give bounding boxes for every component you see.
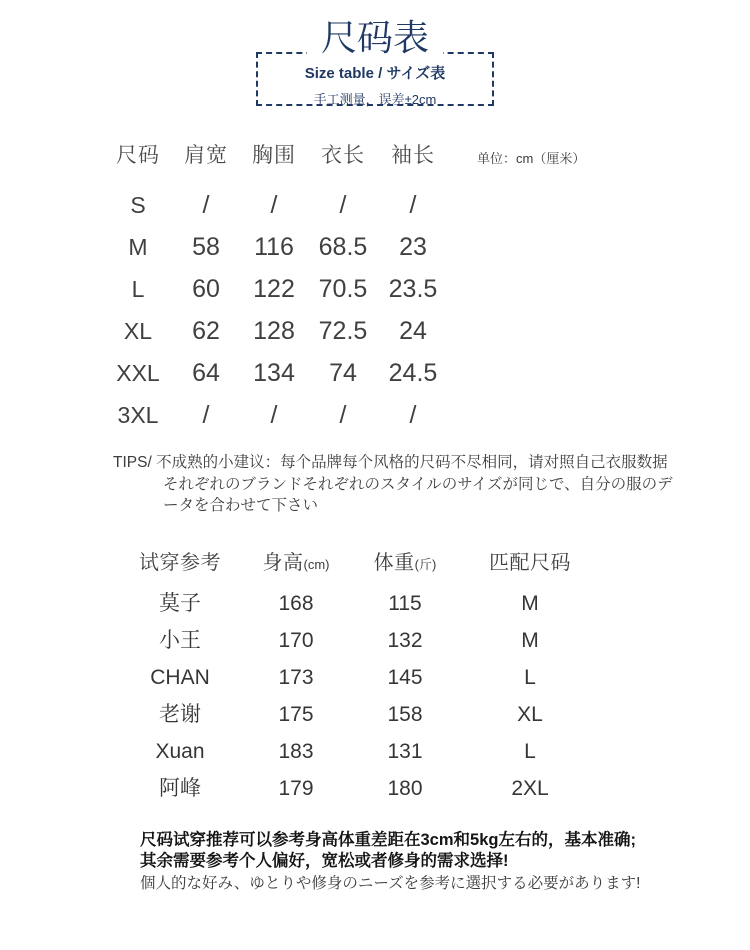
fit-reference-table bbox=[115, 550, 597, 807]
tips-prefix: TIPS/ bbox=[113, 454, 152, 471]
fit-col-match-size: 匹配尺码 bbox=[489, 552, 571, 574]
size-row-xxl-shoulder: 64 bbox=[192, 359, 220, 387]
fit-row-1-name: 莫子 bbox=[159, 592, 201, 615]
fit-row-1-size: M bbox=[521, 592, 539, 615]
size-row-l-shoulder: 60 bbox=[192, 275, 220, 303]
fit-row-6-name: 阿峰 bbox=[159, 777, 201, 800]
size-row-m-length: 68.5 bbox=[318, 233, 368, 261]
fit-table-header-row bbox=[115, 550, 597, 576]
size-row-m-label: M bbox=[128, 234, 148, 260]
size-row-3xl-chest: / bbox=[270, 401, 278, 429]
weight-unit: (斤) bbox=[414, 557, 437, 572]
size-table bbox=[104, 142, 586, 436]
fit-row-4-size: XL bbox=[517, 703, 543, 726]
size-table-col-shoulder: 肩宽 bbox=[184, 144, 228, 167]
header-dashed-box bbox=[256, 52, 494, 106]
tips-note bbox=[113, 452, 683, 517]
fit-row-5-height: 183 bbox=[278, 740, 314, 763]
size-row-xl-shoulder: 62 bbox=[192, 317, 220, 345]
fit-row-2-weight: 132 bbox=[387, 629, 423, 652]
tips-text-cn: 不成熟的小建议：每个品牌每个风格的尺码不尽相同，请对照自己衣服数据 bbox=[156, 454, 668, 471]
footer-line-2: 其余需要参考个人偏好，宽松或者修身的需求选择! bbox=[140, 852, 509, 870]
size-table-col-sleeve: 袖长 bbox=[391, 144, 435, 167]
size-row-l-label: L bbox=[131, 276, 145, 302]
fit-row-2-name: 小王 bbox=[159, 629, 201, 652]
footer-note bbox=[140, 830, 640, 894]
size-row-s-chest: / bbox=[270, 191, 278, 219]
header-measure-note: 手工测量，误差±2cm bbox=[313, 92, 437, 107]
fit-row-5-weight: 131 bbox=[387, 740, 423, 763]
fit-row-6-size: 2XL bbox=[511, 777, 549, 800]
size-table-col-chest: 胸围 bbox=[252, 144, 296, 167]
fit-row-3-weight: 145 bbox=[387, 666, 423, 689]
footer-line-3: 個人的な好み、ゆとりや修身のニーズを参考に選択する必要があります! bbox=[140, 875, 641, 892]
size-row-l-sleeve: 23.5 bbox=[388, 275, 438, 303]
fit-col-weight: 体重(斤) bbox=[373, 552, 437, 574]
size-row-xxl-length: 74 bbox=[329, 359, 357, 387]
size-row-3xl-length: / bbox=[339, 401, 347, 429]
fit-row-4-weight: 158 bbox=[387, 703, 423, 726]
size-row-s-length: / bbox=[339, 191, 347, 219]
fit-row-1-height: 168 bbox=[278, 592, 314, 615]
page-title: 尺码表 bbox=[307, 19, 443, 57]
size-row-xxl-chest: 134 bbox=[253, 359, 295, 387]
header bbox=[256, 17, 494, 107]
size-row-xxl-label: XXL bbox=[116, 360, 160, 386]
size-row-xl-length: 72.5 bbox=[318, 317, 368, 345]
size-table-header-row bbox=[104, 142, 448, 170]
size-row-xl-label: XL bbox=[123, 318, 153, 344]
size-row-m-chest: 116 bbox=[254, 233, 294, 261]
size-table-col-size: 尺码 bbox=[116, 144, 160, 167]
size-row-3xl-label: 3XL bbox=[117, 402, 159, 428]
fit-row-4-height: 175 bbox=[278, 703, 314, 726]
fit-row-6-height: 179 bbox=[278, 777, 314, 800]
tips-line-3: ータを合わせて下さい bbox=[163, 497, 319, 514]
size-row-3xl-sleeve: / bbox=[409, 401, 417, 429]
fit-row-1-weight: 115 bbox=[388, 592, 422, 615]
size-row-m-shoulder: 58 bbox=[192, 233, 220, 261]
size-row-s-sleeve: / bbox=[409, 191, 417, 219]
fit-row-5-name: Xuan bbox=[155, 740, 205, 763]
size-row-s-label: S bbox=[130, 192, 146, 218]
size-row-xl-sleeve: 24 bbox=[399, 317, 427, 345]
header-subtitle: Size table / サイズ表 bbox=[304, 65, 446, 82]
size-row-3xl-shoulder: / bbox=[202, 401, 210, 429]
fit-col-reference: 试穿参考 bbox=[139, 552, 221, 574]
size-row-m-sleeve: 23 bbox=[399, 233, 427, 261]
height-unit: (cm) bbox=[303, 557, 330, 572]
size-table-col-length: 衣长 bbox=[321, 144, 365, 167]
fit-row-5-size: L bbox=[524, 740, 536, 763]
fit-row-2-size: M bbox=[521, 629, 539, 652]
tips-line-2: それぞれのブランドそれぞれのスタイルのサイズが同じで、自分の服のデ bbox=[163, 475, 673, 493]
fit-table-body bbox=[115, 585, 597, 807]
fit-row-6-weight: 180 bbox=[387, 777, 423, 800]
fit-row-3-size: L bbox=[524, 666, 536, 689]
fit-col-height: 身高(cm) bbox=[262, 552, 330, 574]
tips-line-1 bbox=[113, 452, 683, 474]
fit-row-3-height: 173 bbox=[278, 666, 314, 689]
size-table-body bbox=[104, 184, 448, 436]
size-row-xl-chest: 128 bbox=[253, 317, 295, 345]
size-row-l-chest: 122 bbox=[253, 275, 295, 303]
footer-line-1: 尺码试穿推荐可以参考身高体重差距在3cm和5kg左右的，基本准确; bbox=[140, 831, 636, 849]
size-row-xxl-sleeve: 24.5 bbox=[388, 359, 438, 387]
size-row-l-length: 70.5 bbox=[318, 275, 368, 303]
unit-label: 单位：cm（厘米） bbox=[477, 151, 586, 166]
size-row-s-shoulder: / bbox=[202, 191, 210, 219]
fit-row-2-height: 170 bbox=[278, 629, 314, 652]
fit-row-3-name: CHAN bbox=[150, 666, 210, 689]
fit-row-4-name: 老谢 bbox=[159, 703, 201, 726]
